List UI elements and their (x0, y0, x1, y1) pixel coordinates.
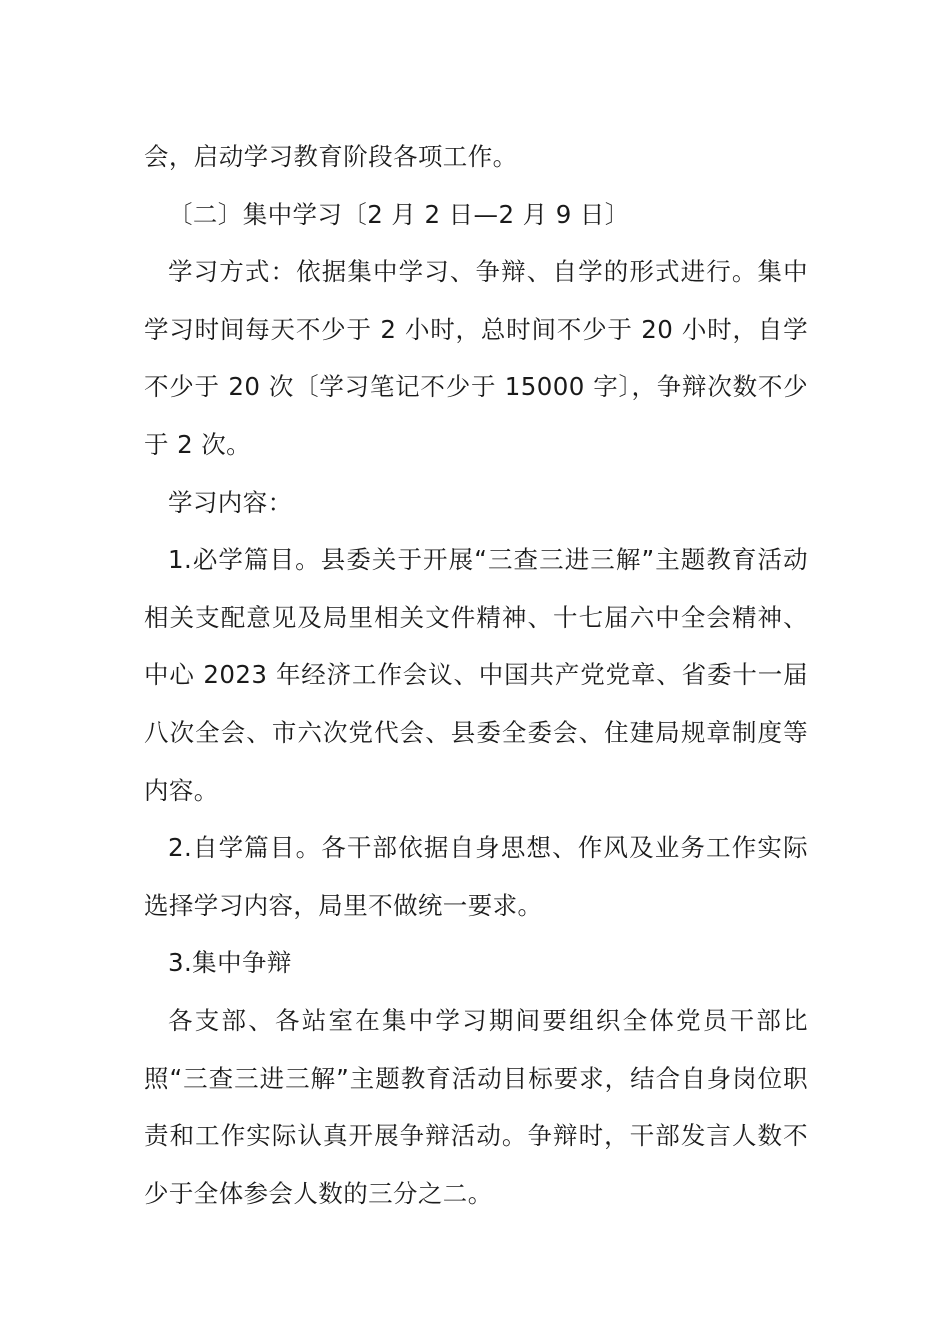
list-item-self-study: 2.自学篇目。各干部依据自身思想、作风及业务工作实际选择学习内容，局里不做统一要求。 (144, 833, 808, 920)
list-item-group-discussion: 3.集中争辩 (168, 948, 292, 978)
paragraph-study-content-label: 学习内容： (168, 487, 293, 517)
section-heading-focused-study: 〔二〕集中学习〔2 月 2 日—2 月 9 日〕 (168, 199, 630, 229)
paragraph-meeting-start: 会，启动学习教育阶段各项工作。 (144, 142, 518, 171)
list-item-required-reading: 1.必学篇目。县委关于开展“三查三进三解”主题教育活动相关支配意见及局里相关文件精神、十七届六中全会精神、中心 2023 年经济工作会议、中国共产党党章、省委十一届八次全会、市六次党代会、县委全委会、住建局规章制度等内容。 (144, 545, 808, 805)
paragraph-discussion-requirements: 各支部、各站室在集中学习期间要组织全体党员干部比照“三查三进三解”主题教育活动目标要求，结合自身岗位职责和工作实际认真开展争辩活动。争辩时，干部发言人数不少于全体参会人数的三分之二。 (144, 1005, 808, 1208)
paragraph-study-method: 学习方式：依据集中学习、争辩、自学的形式进行。集中学习时间每天不少于 2 小时，总时间不少于 20 小时，自学不少于 20 次〔学习笔记不少于 15000 字〕，争辩次数不少于 2 次。 (144, 257, 808, 459)
document-body (144, 128, 808, 1222)
